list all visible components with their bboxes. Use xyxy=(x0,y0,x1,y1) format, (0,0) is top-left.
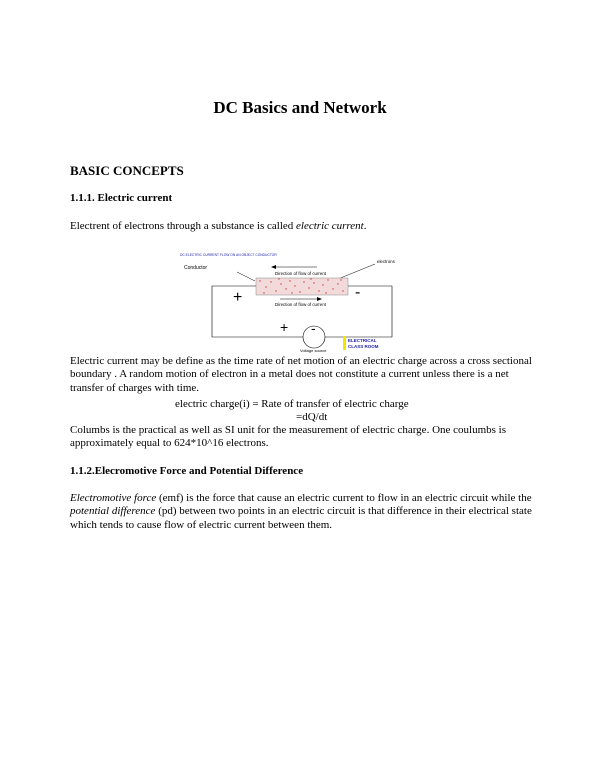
source-plus: + xyxy=(280,319,289,335)
formula-line-2: =dQ/dt xyxy=(296,411,328,423)
source-minus: - xyxy=(311,320,316,336)
electron-direction-label: Direction of flow of current xyxy=(275,302,327,307)
emf-text-a: (emf) is the force that cause an electric current to flow in an electric circuit while the xyxy=(156,492,532,504)
electron-arrowhead xyxy=(317,297,322,301)
formula-line-1: electric charge(i) = Rate of transfer of electric charge xyxy=(175,398,409,410)
emf-paragraph xyxy=(70,492,540,532)
conductor-pointer xyxy=(237,272,255,281)
brand-label-line2: CLASS ROOM xyxy=(348,344,379,349)
brand-bar xyxy=(343,336,346,350)
subsection-heading-electric-current: 1.1.1. Electric current xyxy=(70,192,173,204)
intro-term: electric current xyxy=(296,220,364,232)
section-heading: BASIC CONCEPTS xyxy=(70,163,184,178)
electrons-label: electrons xyxy=(377,259,395,264)
current-arrowhead xyxy=(271,265,276,269)
minus-sign-right: - xyxy=(355,284,361,301)
current-flow-diagram xyxy=(180,250,400,353)
brand-label-line1: ELECTRICAL xyxy=(348,338,377,343)
diagram-caption: DC ELECTRIC CURRENT FLOW ON AN OBJECT CONDUCTOR xyxy=(180,253,277,257)
conductor-label: Conductor xyxy=(184,265,208,271)
definition-paragraph: Electric current may be define as the time rate of net motion of an electric charge across a cross sectional boundary . A random motion of electron in a metal does not constitute a current unless there is a net transfer of charges with time. xyxy=(70,355,532,394)
plus-sign-left: + xyxy=(233,289,243,306)
document-title: DC Basics and Network xyxy=(213,98,387,117)
conductor-bar xyxy=(256,278,348,295)
subsection-heading-emf: 1.1.2.Elecromotive Force and Potential Difference xyxy=(70,465,304,477)
current-direction-label: Direction of flow of current xyxy=(275,271,327,276)
pd-term: potential difference xyxy=(70,505,156,518)
emf-term: Electromotive force xyxy=(70,492,157,504)
electrons-pointer xyxy=(338,264,375,279)
intro-end: . xyxy=(363,220,367,232)
emf-text-b: (pd) between two points in an electric circuit is that difference in their electrical state which tends to cause flow of electric current between them. xyxy=(70,505,532,531)
intro-text: Electrent of electrons through a substance is called xyxy=(70,220,297,232)
voltage-source-label: Voltage source xyxy=(300,348,327,353)
coulomb-paragraph: Columbs is the practical as well as SI unit for the measurement of electric charge. One coulumbs is approximately equal to 624*10^16 electrons. xyxy=(70,424,507,450)
intro-paragraph xyxy=(70,220,540,233)
